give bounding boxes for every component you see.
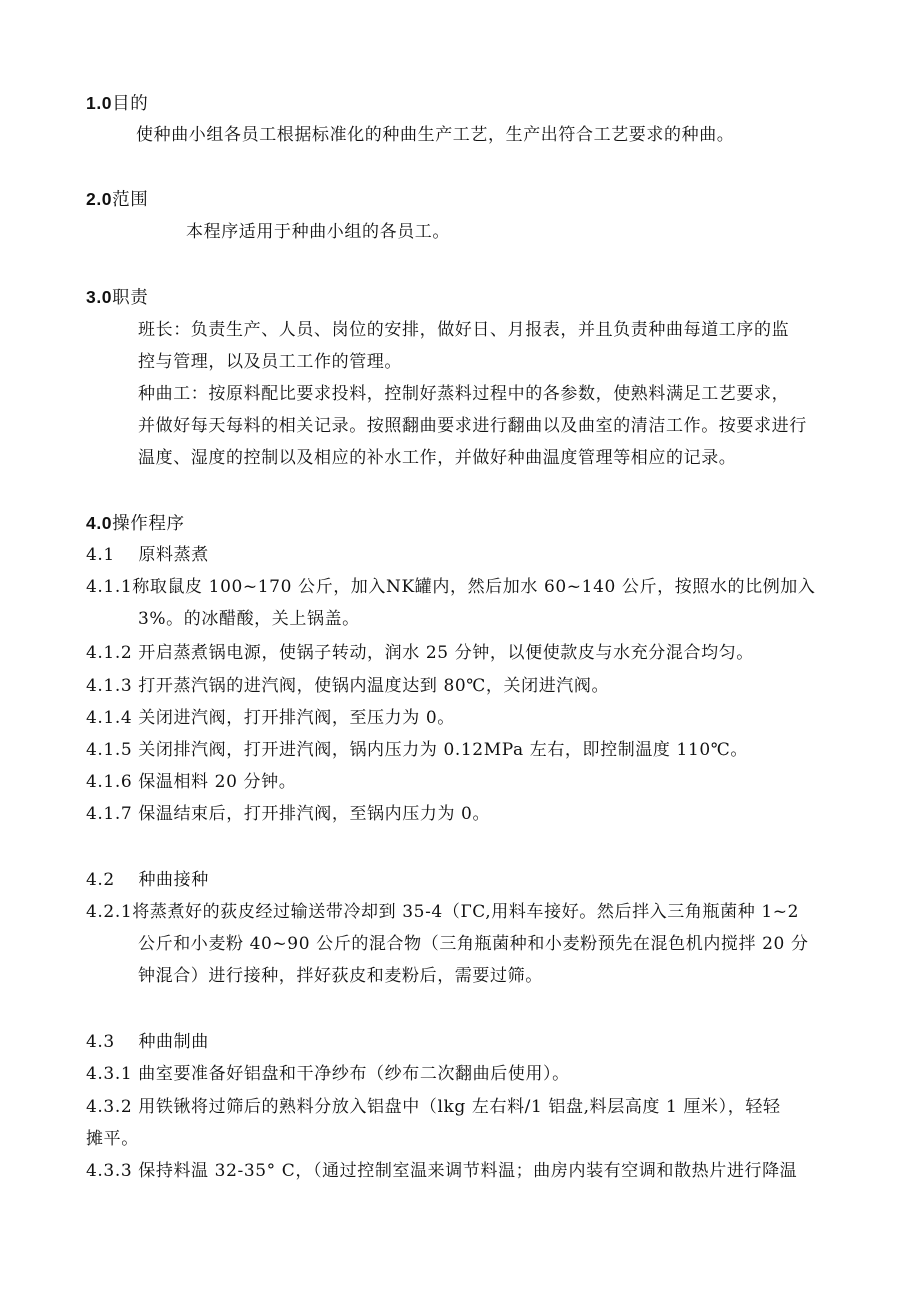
section-4-heading xyxy=(86,511,185,536)
duties-line: 班长：负责生产、人员、岗位的安排，做好日、月报表，并且负责种曲每道工序的监 xyxy=(138,320,790,340)
procedure-step: 4.1.4 关闭进汽阀，打开排汽阀，至压力为 0。 xyxy=(86,708,455,728)
procedure-step: 4.3.3 保持料温 32-35° C，（通过控制室温来调节料温；曲房内装有空调和散热片进行降温 xyxy=(86,1161,798,1181)
subsection-heading: 4.3 种曲制曲 xyxy=(86,1032,209,1052)
section-2-heading xyxy=(86,187,148,212)
section-2-title: 范围 xyxy=(112,190,149,210)
section-1-number: 1.0 xyxy=(86,93,113,113)
procedure-step: 4.3.2 用铁锹将过筛后的熟料分放入铝盘中（lkg 左右料/1 铝盘,料层高度 1 厘米），轻轻 xyxy=(86,1097,781,1117)
procedure-step: 4.1.1称取鼠皮 100~170 公斤，加入NK罐内，然后加水 60~140 公斤，按照水的比例加入 xyxy=(86,577,816,597)
procedure-step: 4.1.2 开启蒸煮锅电源，使锅子转动，润水 25 分钟，以便使款皮与水充分混合均匀。 xyxy=(86,643,754,663)
procedure-step: 4.3.1 曲室要准备好铝盘和干净纱布（纱布二次翻曲后使用）。 xyxy=(86,1064,570,1084)
subsection-heading: 4.1 原料蒸煮 xyxy=(86,545,209,565)
procedure-step: 4.1.6 保温相料 20 分钟。 xyxy=(86,772,297,792)
section-1-body: 使种曲小组各员工根据标准化的种曲生产工艺，生产出符合工艺要求的种曲。 xyxy=(136,125,735,145)
section-1-title: 目的 xyxy=(112,94,149,114)
duties-line: 温度、湿度的控制以及相应的补水工作，并做好种曲温度管理等相应的记录。 xyxy=(138,448,737,468)
section-1-heading xyxy=(86,91,148,116)
duties-line: 种曲工：按原料配比要求投料，控制好蒸料过程中的各参数，使熟料满足工艺要求， xyxy=(138,384,790,404)
procedure-step-continuation: 摊平。 xyxy=(86,1129,139,1149)
section-3-heading xyxy=(86,285,148,310)
procedure-step: 4.1.5 关闭排汽阀，打开进汽阀，锅内压力为 0.12MPa 左右，即控制温度 110℃。 xyxy=(86,740,749,760)
duties-line: 控与管理，以及员工工作的管理。 xyxy=(138,352,402,372)
section-3-title: 职责 xyxy=(112,288,149,308)
procedure-step-continuation: 钟混合）进行接种，拌好荻皮和麦粉后，需要过筛。 xyxy=(138,966,543,986)
procedure-step-continuation: 3%。的冰醋酸，关上锅盖。 xyxy=(138,609,360,629)
section-2-body: 本程序适用于种曲小组的各员工。 xyxy=(186,222,450,242)
section-2-number: 2.0 xyxy=(86,189,113,209)
section-3-number: 3.0 xyxy=(86,287,113,307)
duties-line: 并做好每天每料的相关记录。按照翻曲要求进行翻曲以及曲室的清洁工作。按要求进行 xyxy=(138,416,807,436)
section-4-number: 4.0 xyxy=(86,513,113,533)
subsection-heading: 4.2 种曲接种 xyxy=(86,870,209,890)
procedure-step-continuation: 公斤和小麦粉 40~90 公斤的混合物（三角瓶菌种和小麦粉预先在混色机内搅拌 20 分 xyxy=(138,934,809,954)
procedure-step: 4.1.3 打开蒸汽锅的进汽阀，使锅内温度达到 80℃，关闭进汽阀。 xyxy=(86,676,610,696)
procedure-step: 4.2.1将蒸煮好的荻皮经过输送带冷却到 35-4（ГC,用料车接好。然后拌入三角瓶菌种 1~2 xyxy=(86,902,799,922)
procedure-step: 4.1.7 保温结束后，打开排汽阀，至锅内压力为 0。 xyxy=(86,804,491,824)
section-4-title: 操作程序 xyxy=(112,514,185,534)
